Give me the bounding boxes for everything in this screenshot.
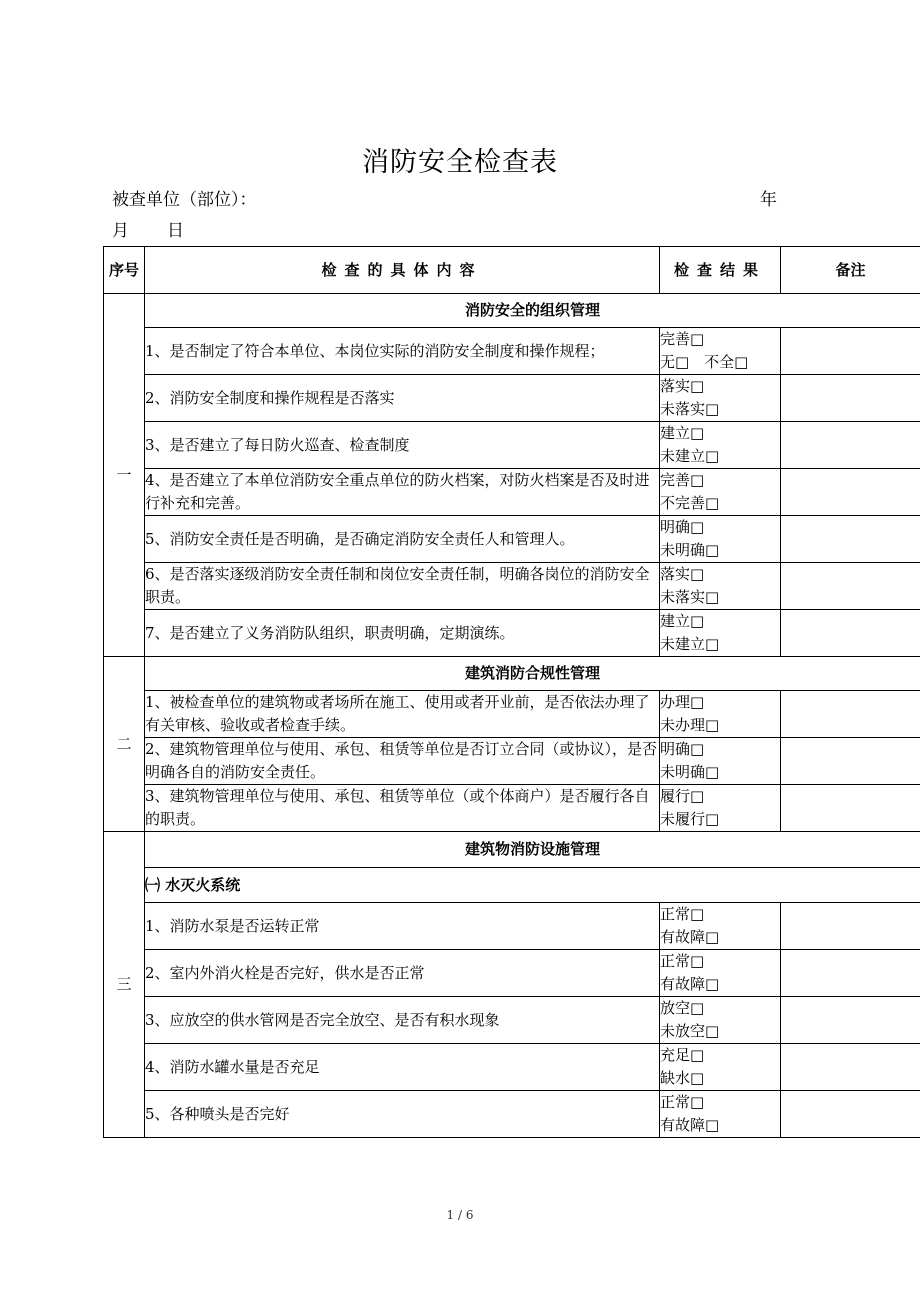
table-row: [104, 1044, 920, 1091]
result-option[interactable]: 有故障□: [660, 1116, 720, 1134]
month-label: 月: [112, 221, 129, 241]
table-row: [104, 469, 920, 516]
table-row: [104, 610, 920, 657]
result-option[interactable]: 有故障□: [660, 975, 720, 993]
item-result: [660, 563, 781, 610]
item-result: [660, 738, 781, 785]
item-note[interactable]: [781, 997, 920, 1044]
table-row: [104, 903, 920, 950]
result-option[interactable]: 明确□: [660, 740, 705, 758]
header-note: 备注: [781, 247, 920, 294]
section-title: 消防安全的组织管理: [145, 294, 920, 328]
subsection-title: ㈠ 水灭火系统: [145, 868, 920, 903]
result-option[interactable]: 正常□: [660, 905, 705, 923]
item-note[interactable]: [781, 1044, 920, 1091]
result-option[interactable]: 未明确□: [660, 763, 720, 781]
subsection-title-row: [104, 868, 920, 903]
table-row: [104, 563, 920, 610]
table-row: [104, 950, 920, 997]
item-note[interactable]: [781, 328, 920, 375]
item-note[interactable]: [781, 950, 920, 997]
item-note[interactable]: [781, 610, 920, 657]
result-option[interactable]: 缺水□: [660, 1069, 705, 1087]
item-note[interactable]: [781, 738, 920, 785]
item-content: 4、是否建立了本单位消防安全重点单位的防火档案，对防火档案是否及时进行补充和完善。: [145, 469, 660, 516]
item-result: [660, 328, 781, 375]
table-row: [104, 422, 920, 469]
result-option[interactable]: 落实□: [660, 377, 705, 395]
result-option[interactable]: 落实□: [660, 565, 705, 583]
item-result: [660, 950, 781, 997]
section-title-row: [104, 832, 920, 868]
section-title: 建筑消防合规性管理: [145, 657, 920, 691]
item-note[interactable]: [781, 1091, 920, 1138]
item-result: [660, 1044, 781, 1091]
result-option[interactable]: 未落实□: [660, 400, 720, 418]
item-result: [660, 516, 781, 563]
result-option[interactable]: 未明确□: [660, 541, 720, 559]
item-result: [660, 691, 781, 738]
table-row: [104, 1091, 920, 1138]
item-note[interactable]: [781, 516, 920, 563]
result-option[interactable]: 不完善□: [660, 494, 720, 512]
result-option[interactable]: 明确□: [660, 518, 705, 536]
year-label: 年: [760, 190, 777, 210]
table-row: [104, 785, 920, 832]
item-result: [660, 785, 781, 832]
item-note[interactable]: [781, 422, 920, 469]
item-note[interactable]: [781, 691, 920, 738]
section-number: 三: [104, 832, 145, 1138]
section-title-row: [104, 657, 920, 691]
result-option[interactable]: 未建立□: [660, 447, 720, 465]
item-result: [660, 422, 781, 469]
item-note[interactable]: [781, 785, 920, 832]
result-option[interactable]: 放空□: [660, 999, 705, 1017]
table-row: [104, 516, 920, 563]
result-option[interactable]: 有故障□: [660, 928, 720, 946]
table-row: [104, 375, 920, 422]
item-note[interactable]: [781, 375, 920, 422]
item-note[interactable]: [781, 903, 920, 950]
page-number: 1 / 6: [446, 1208, 474, 1222]
header-content: 检查的具体内容: [145, 247, 660, 294]
section-title: 建筑物消防设施管理: [145, 832, 920, 868]
item-result: [660, 903, 781, 950]
page-title: 消防安全检查表: [362, 147, 558, 178]
item-content: 2、消防安全制度和操作规程是否落实: [145, 375, 660, 422]
item-content: 3、是否建立了每日防火巡查、检查制度: [145, 422, 660, 469]
table-header-row: [104, 247, 920, 294]
result-option[interactable]: 未落实□: [660, 588, 720, 606]
item-result: [660, 610, 781, 657]
result-option[interactable]: 建立□: [660, 612, 705, 630]
item-result: [660, 375, 781, 422]
item-content: 6、是否落实逐级消防安全责任制和岗位安全责任制，明确各岗位的消防安全职责。: [145, 563, 660, 610]
item-result: [660, 997, 781, 1044]
section-number: 一: [104, 294, 145, 657]
result-option[interactable]: 正常□: [660, 1093, 705, 1111]
section-title-row: [104, 294, 920, 328]
item-result: [660, 469, 781, 516]
day-label: 日: [167, 221, 184, 241]
item-content: 7、是否建立了义务消防队组织，职责明确，定期演练。: [145, 610, 660, 657]
item-content: 1、是否制定了符合本单位、本岗位实际的消防安全制度和操作规程；: [145, 328, 660, 375]
item-content: 1、被检查单位的建筑物或者场所在施工、使用或者开业前，是否依法办理了有关审核、验收或者检查手续。: [145, 691, 660, 738]
item-result: [660, 1091, 781, 1138]
item-content: 3、建筑物管理单位与使用、承包、租赁等单位（或个体商户）是否履行各自的职责。: [145, 785, 660, 832]
result-option[interactable]: 建立□: [660, 424, 705, 442]
item-note[interactable]: [781, 563, 920, 610]
item-content: 1、消防水泵是否运转正常: [145, 903, 660, 950]
item-content: 2、室内外消火栓是否完好，供水是否正常: [145, 950, 660, 997]
result-option[interactable]: 未建立□: [660, 635, 720, 653]
result-option[interactable]: 未放空□: [660, 1022, 720, 1040]
header-result: 检查结果: [660, 247, 781, 294]
item-content: 2、建筑物管理单位与使用、承包、租赁等单位是否订立合同（或协议），是否明确各自的消防安全责任。: [145, 738, 660, 785]
table-row: [104, 328, 920, 375]
item-content: 5、各种喷头是否完好: [145, 1091, 660, 1138]
item-content: 3、应放空的供水管网是否完全放空、是否有积水现象: [145, 997, 660, 1044]
inspected-unit-label: 被查单位（部位）：: [112, 190, 257, 210]
result-option[interactable]: 充足□: [660, 1046, 705, 1064]
result-option[interactable]: 履行□: [660, 787, 705, 805]
result-option[interactable]: 办理□: [660, 693, 705, 711]
result-option[interactable]: 完善□: [660, 471, 705, 489]
header-seq: 序号: [104, 247, 145, 294]
item-note[interactable]: [781, 469, 920, 516]
item-content: 4、消防水罐水量是否充足: [145, 1044, 660, 1091]
date-line: [112, 216, 222, 241]
result-option[interactable]: 未办理□: [660, 716, 720, 734]
result-option[interactable]: 无□ 不全□: [660, 353, 749, 371]
result-option[interactable]: 正常□: [660, 952, 705, 970]
table-row: [104, 738, 920, 785]
section-number: 二: [104, 657, 145, 832]
result-option[interactable]: 完善□: [660, 330, 705, 348]
table-row: [104, 691, 920, 738]
item-content: 5、消防安全责任是否明确，是否确定消防安全责任人和管理人。: [145, 516, 660, 563]
inspection-table: [103, 246, 920, 1138]
table-row: [104, 997, 920, 1044]
result-option[interactable]: 未履行□: [660, 810, 720, 828]
